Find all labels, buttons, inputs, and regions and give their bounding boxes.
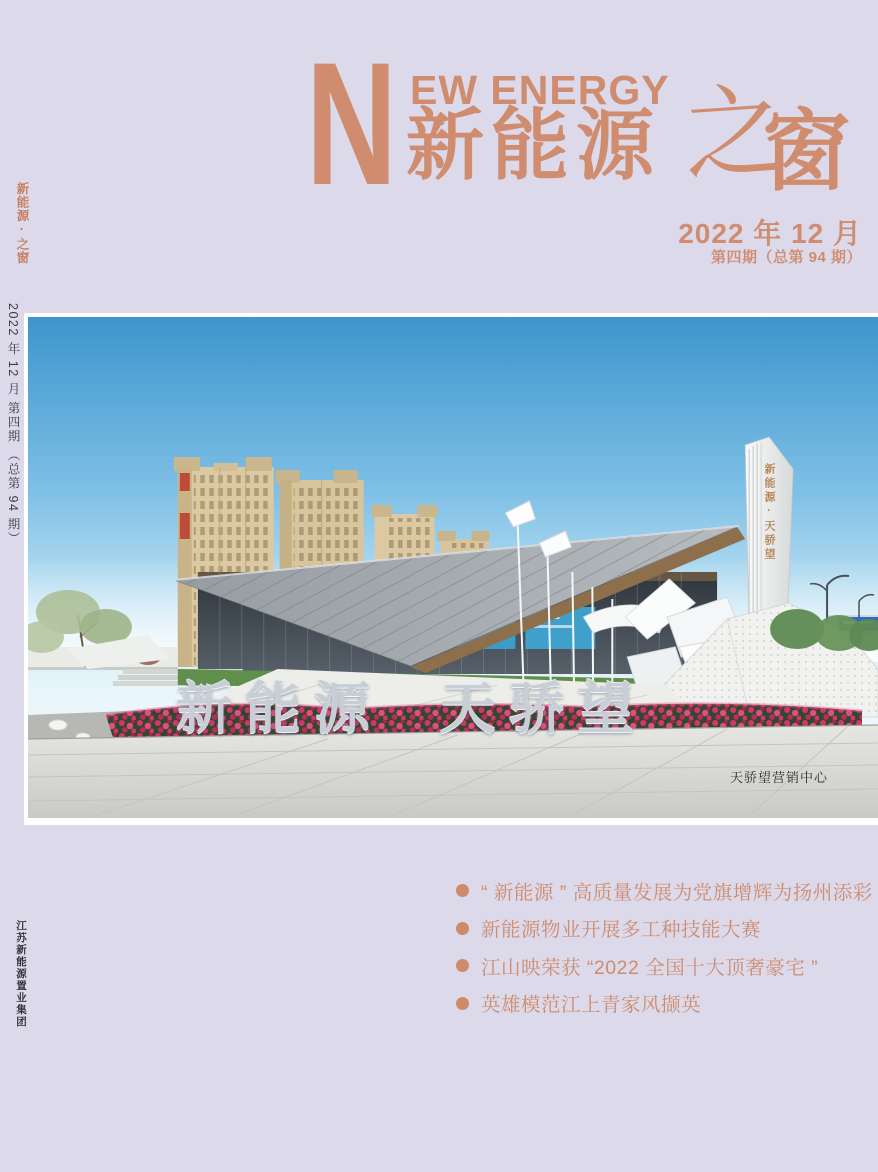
headline-text: 新能源物业开展多工种技能大赛 (481, 919, 762, 942)
spine-publisher-text: 江苏新能源置业集团 (15, 920, 27, 1028)
headline-item (456, 947, 866, 985)
headline-text: “ 新能源 ” 高质量发展为党旗增辉为扬州添彩 (481, 881, 873, 904)
masthead-title-chuang: 窗 (762, 102, 851, 201)
headline-list (456, 872, 873, 1022)
spine-issue-text: 2022 年 12 月 第四期 （总第 94 期） (6, 303, 20, 546)
bullet-icon (456, 922, 469, 935)
headline-item (456, 872, 873, 910)
bullet-icon (456, 997, 469, 1010)
masthead-title-cn: 新能源 (406, 101, 662, 189)
landscape-letters: 新能源 天骄望 (176, 677, 647, 740)
bullet-icon (456, 884, 469, 897)
masthead-title-zhi: 之 (680, 74, 790, 195)
masthead-title-en: EW ENERGY (410, 67, 670, 113)
cover-photo-frame (24, 313, 878, 825)
cover-photo (28, 317, 878, 818)
masthead-big-letter: N (306, 27, 398, 222)
photo-caption: 天骄望营销中心 (730, 770, 829, 785)
monument-sign-text: 新能源·天骄望 (763, 463, 775, 562)
headline-text: 江山映荣获 “2022 全国十大顶奢豪宅 ” (481, 956, 819, 979)
issue-number: 第四期（总第 94 期） (710, 249, 862, 266)
masthead (0, 0, 878, 280)
headline-text: 英雄模范江上青家风撷英 (481, 994, 702, 1017)
spine-mini-logo: 新能源·之窗 (15, 182, 29, 265)
headline-item (456, 910, 866, 948)
headline-item (456, 985, 866, 1023)
bullet-icon (456, 959, 469, 972)
issue-date: 2022 年 12 月 (678, 218, 862, 249)
